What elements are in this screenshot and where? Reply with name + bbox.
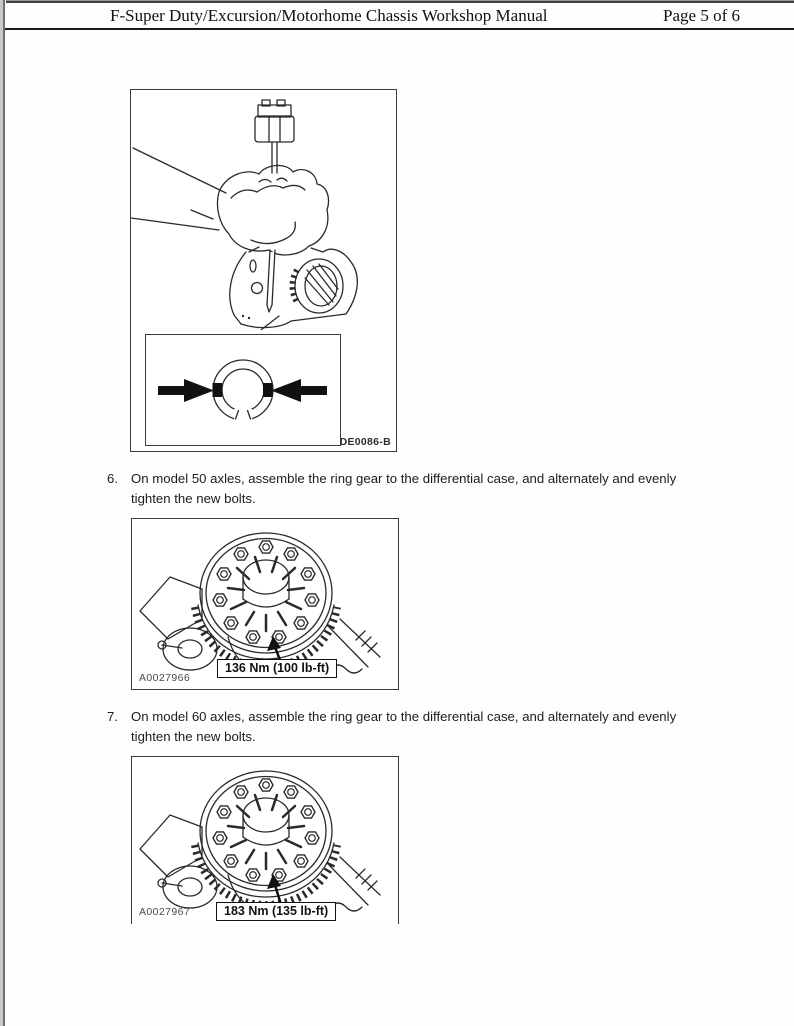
compress-arrow-left [158,379,214,402]
hand-tool-drawing [131,90,395,330]
figure-ring-gear-model60 [131,756,399,924]
figure-ring-gear-model50 [131,518,399,690]
step-6-number: 6. [107,471,118,486]
manual-title: F-Super Duty/Excursion/Motorhome Chassis Workshop Manual [110,6,548,25]
page-edge-left [0,0,6,1026]
step-7 [107,707,721,746]
torque-spec-callout: 183 Nm (135 lb-ft) [216,902,336,921]
snap-ring-drawing [146,335,339,444]
snap-ring-inset [145,334,341,446]
figure-code-label: A0027966 [139,672,191,684]
ring-gap-mark-right [263,383,273,397]
torque-spec-callout: 136 Nm (100 lb-ft) [217,659,337,678]
step-6-text: On model 50 axles, assemble the ring gear to the differential case, and alternately and evenly tighten the new bolts. [131,471,677,506]
compress-arrow-right [271,379,327,402]
step-7-text: On model 60 axles, assemble the ring gear to the differential case, and alternately and evenly tighten the new bolts. [131,709,677,744]
figure-code-label: DE0086-B [339,436,391,448]
page-number: Page 5 of 6 [663,6,740,25]
header-divider [5,28,794,30]
ring-gap-mark-left [213,383,223,397]
figure-code-label: A0027967 [139,906,191,918]
page-header [6,4,794,28]
figure-pinion-lock [130,89,397,452]
ring-gear-drawing [132,757,397,923]
step-6 [107,469,721,508]
step-7-number: 7. [107,709,118,724]
